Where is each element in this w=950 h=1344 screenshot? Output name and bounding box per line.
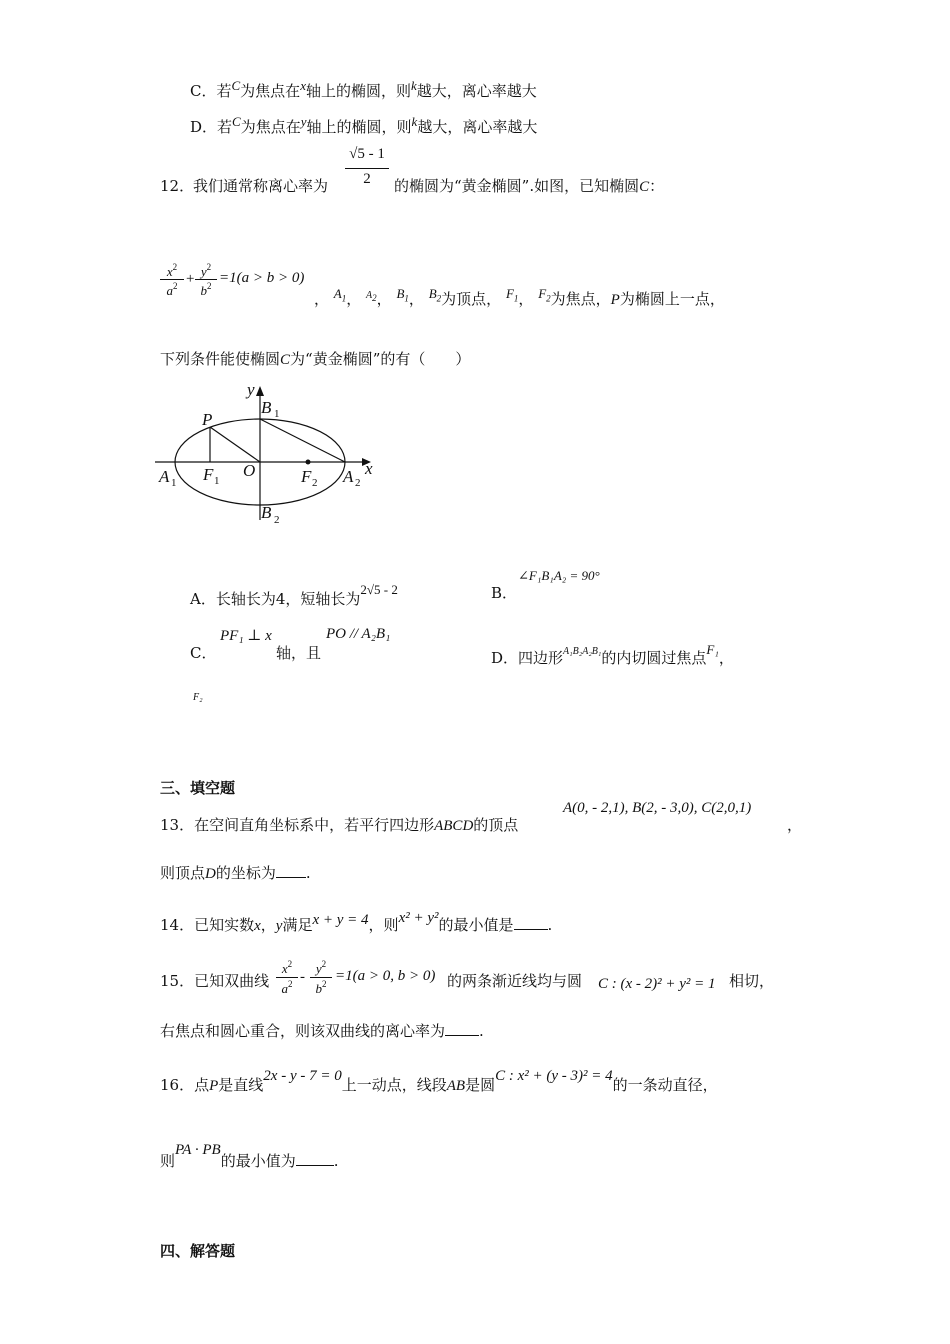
- q15-answer-blank[interactable]: [445, 1023, 479, 1036]
- q12-option-c-math1: PF₁ ⊥ x: [220, 628, 272, 644]
- eq-frac-bar-1: [160, 279, 184, 280]
- q15-frac-bar-1: [276, 977, 298, 978]
- q12-option-c-letter: C．: [190, 644, 217, 662]
- fig-sub-b2: 2: [274, 514, 280, 526]
- q15-condition: =1(a > 0, b > 0): [335, 968, 436, 984]
- q12-option-b-math: ∠F₁B₁A₂ = 90°: [518, 568, 600, 583]
- q12-line3: 下列条件能使椭圆C为“黄金椭圆”的有（ ）: [160, 350, 471, 368]
- q15-line2: 右焦点和圆心重合，则该双曲线的离心率为 .: [160, 1022, 484, 1040]
- fig-label-x: x: [365, 459, 373, 478]
- q13-comma: ，: [787, 816, 803, 834]
- q15-x-squared: $x^2$: [281, 959, 293, 976]
- q12-option-d: D．四边形$^{A_1B_2A_2B_1}$的内切圆过焦点F₁，: [491, 642, 734, 667]
- q15-y-squared: $y^2$: [315, 959, 327, 976]
- fig-label-b1: B: [261, 398, 272, 417]
- q13-line2: 则顶点D的坐标为 .: [160, 864, 311, 882]
- b1a2-segment: [260, 419, 345, 462]
- q12-option-d-f2: F₂: [193, 692, 203, 703]
- fig-label-f2: F: [301, 467, 312, 486]
- f2-point: [306, 460, 311, 465]
- q13-points: A(0, - 2,1), B(2, - 3,0), C(2,0,1): [563, 800, 752, 816]
- q15-frac-bar-2: [310, 977, 332, 978]
- fraction-bar: [345, 168, 389, 169]
- eq-x-squared: $x^2$: [166, 262, 178, 279]
- q16-line1: 16．点P是直线2x - y - 7 = 0上一动点，线段AB是圆C : x² + (y - 3)² = 4的一条动直径，: [160, 1068, 718, 1094]
- q16-answer-blank[interactable]: [296, 1153, 334, 1166]
- q14-answer-blank[interactable]: [514, 917, 548, 930]
- fig-label-y: y: [247, 380, 255, 399]
- y-axis-arrow: [256, 386, 264, 396]
- q15-minus: -: [300, 969, 305, 985]
- fig-sub-f1: 1: [214, 475, 220, 487]
- q12-option-c-text: 轴，且: [276, 644, 322, 662]
- section-3-title: 三、填空题: [160, 779, 236, 797]
- golden-ratio-numerator: √5 - 1: [349, 146, 385, 162]
- q12-option-b-letter: B．: [491, 584, 518, 602]
- q11-option-d: D．若C为焦点在y轴上的椭圆，则k越大，离心率越大: [190, 114, 538, 136]
- eq-y-squared: $y^2$: [200, 262, 212, 279]
- ellipse-figure: [155, 378, 385, 528]
- fig-sub-a1: 1: [171, 477, 177, 489]
- eq-frac-bar-2: [195, 279, 217, 280]
- q11-option-c: C．若C为焦点在x轴上的椭圆，则k越大，离心率越大: [190, 78, 537, 100]
- po-segment: [210, 427, 260, 462]
- eq-a-squared: $a^2$: [166, 281, 178, 298]
- q13-line1: 13．在空间直角坐标系中，若平行四边形ABCD的顶点: [160, 816, 519, 834]
- fig-label-p: P: [202, 410, 213, 429]
- section-4-title: 四、解答题: [160, 1242, 236, 1260]
- q15-a-squared: $a^2$: [281, 979, 293, 996]
- q16-line2: 则PA · PB的最小值为 .: [160, 1142, 339, 1170]
- q12-intro-cont: 的椭圆为“黄金椭圆”.如图，已知椭圆C：: [394, 177, 665, 195]
- q15-line1: 15．已知双曲线: [160, 972, 270, 990]
- q12-intro: 我们通常称离心率为: [193, 177, 329, 195]
- fig-label-o: O: [243, 461, 256, 480]
- q12-option-a: A．长轴长为4，短轴长为2√5 - 2: [190, 582, 398, 608]
- q14-line: 14．已知实数x，y满足x + y = 4，则x² + y²的最小值是 .: [160, 910, 553, 934]
- fig-sub-f2: 2: [312, 477, 318, 489]
- q12-number: 12．: [160, 177, 195, 195]
- fig-label-a2: A: [343, 467, 354, 486]
- eq-b-squared: $b^2$: [200, 281, 212, 298]
- fig-sub-b1: 1: [274, 408, 280, 420]
- q12-option-c-math2: PO // A₂B₁: [326, 626, 391, 642]
- q15-text-3: 相切，: [729, 972, 775, 990]
- eq-condition: =1(a > b > 0): [219, 270, 305, 286]
- eq-plus: +: [186, 271, 195, 287]
- fig-label-b2: B: [261, 503, 272, 522]
- golden-ratio-denominator: 2: [363, 171, 371, 187]
- q15-circle: C : (x - 2)² + y² = 1: [598, 976, 716, 992]
- fig-sub-a2: 2: [355, 477, 361, 489]
- fig-label-a1: A: [159, 467, 170, 486]
- q12-line2-text: ， $A_1$， $^{A_2}$， $B_1$， $B_2$为顶点， $F_1$， $F_2$为焦点，P为椭圆上一点，: [314, 286, 725, 308]
- q15-text-2: 的两条渐近线均与圆: [447, 972, 583, 990]
- fig-label-f1: F: [203, 465, 214, 484]
- q13-answer-blank[interactable]: [276, 865, 306, 878]
- q15-b-squared: $b^2$: [315, 979, 327, 996]
